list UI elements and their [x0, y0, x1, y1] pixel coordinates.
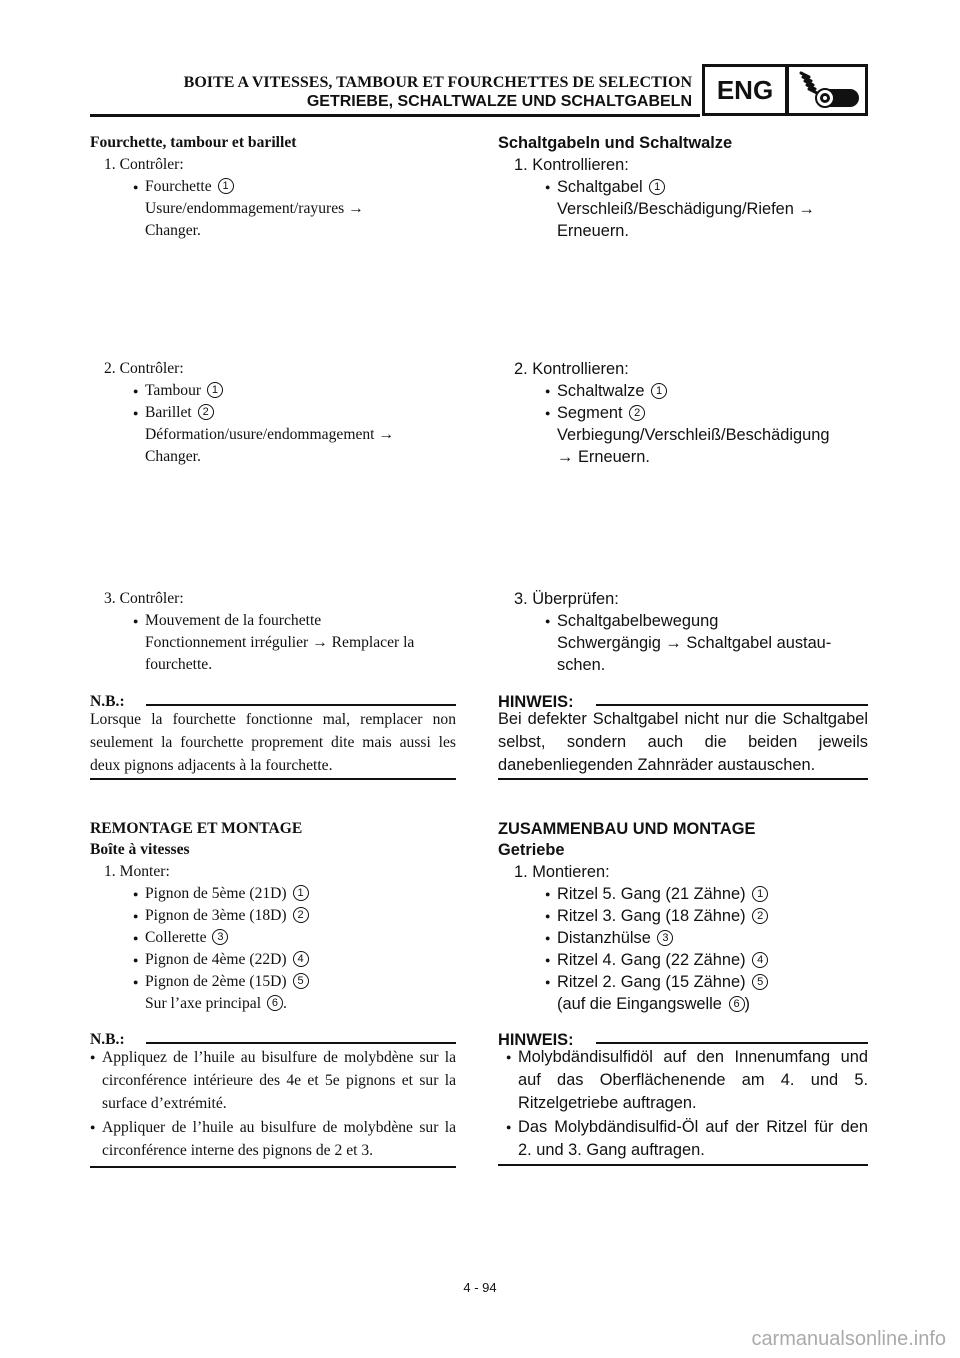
wrench-bolt-icon	[786, 64, 868, 116]
de-step3-b1-text: Schaltgabelbewegung	[557, 612, 719, 630]
de-step-2: 2. Kontrollieren:	[514, 360, 629, 378]
fr-step2-b1-text: Tambour	[145, 382, 202, 399]
fr-step1-line3: Changer.	[145, 222, 201, 239]
callout-number: 4	[293, 951, 309, 967]
de-mount-bullet1	[557, 883, 768, 905]
fr-step3-line2: Fonctionnement irrégulier → Remplacer la	[145, 634, 415, 651]
fr-mount-bullet2	[145, 905, 309, 927]
fr-note2-bullet1: ● Appliquez de l’huile au bisulfure de molybdène sur la circonférence intérieure des 4e et 5e pignons et sur la surface d’extrémité.	[102, 1046, 456, 1115]
callout-number: 6	[729, 996, 745, 1012]
fr-step2-line3: Déformation/usure/endommagement →	[145, 426, 394, 443]
de-gearbox-heading: Getriebe	[498, 841, 565, 859]
callout-number: 5	[752, 974, 768, 990]
de-step3-line2: Schwergängig → Schaltgabel austau-	[557, 634, 832, 652]
header-title-de: GETRIEBE, SCHALTWALZE UND SCHALTGABELN	[306, 93, 692, 110]
fr-step1-b1-text: Fourchette	[145, 178, 212, 195]
watermark: carmanualsonline.info	[751, 1328, 946, 1350]
de-mount-l6-end: )	[744, 995, 750, 1013]
eng-badge	[702, 64, 788, 116]
de-note1-heading: HINWEIS:	[498, 693, 574, 711]
de-step2-line4: → Erneuern.	[557, 448, 650, 466]
de-step1-line2: Verschleiß/Beschädigung/Riefen →	[557, 200, 815, 218]
de-note2-bullet2: ● Das Molybdändisulfid-Öl auf der Ritzel für den 2. und 3. Gang auftragen.	[518, 1116, 868, 1162]
fr-mount-b3-text: Collerette	[145, 929, 207, 946]
fr-note1-bottom-rule	[90, 778, 456, 780]
fr-mount-bullet5	[145, 971, 309, 993]
de-mount-bullet2	[557, 905, 768, 927]
fr-note2-bottom-rule	[90, 1166, 456, 1168]
callout-number: 1	[218, 178, 234, 194]
de-note1-top-rule	[596, 704, 868, 706]
callout-number: 1	[752, 886, 768, 902]
fr-note1-text: Lorsque la fourchette fonctionne mal, remplacer non seulement la fourchette proprement dite mais aussi les deux pignons adjacents à la fourchette.	[90, 711, 456, 774]
fr-step3-line3: fourchette.	[145, 656, 213, 673]
fr-step3-b1-text: Mouvement de la fourchette	[145, 612, 322, 629]
fr-note2-top-rule	[146, 1042, 456, 1044]
de-mount-b4-text: Ritzel 4. Gang (22 Zähne)	[557, 951, 746, 969]
de-step2-bullet2	[557, 402, 645, 424]
fr-mount-b1-text: Pignon de 5ème (21D)	[145, 885, 287, 902]
de-step-3: 3. Überprüfen:	[514, 590, 619, 608]
de-mount-b5-text: Ritzel 2. Gang (15 Zähne)	[557, 973, 746, 991]
fr-section-heading: Fourchette, tambour et barillet	[90, 134, 297, 151]
fr-reassembly-heading: REMONTAGE ET MONTAGE	[90, 820, 303, 837]
callout-number: 2	[752, 908, 768, 924]
de-note2-top-rule	[596, 1042, 868, 1044]
de-mount-bullet5	[557, 971, 768, 993]
callout-number: 2	[198, 404, 214, 420]
callout-number: 6	[267, 995, 283, 1011]
callout-number: 4	[752, 952, 768, 968]
fr-mount-bullet1	[145, 883, 309, 905]
de-mount-line6	[557, 993, 750, 1015]
de-note2-bottom-rule	[498, 1164, 868, 1166]
de-step-1: 1. Kontrollieren:	[514, 156, 629, 174]
fr-step-1: 1. Contrôler:	[104, 156, 184, 173]
de-mount-l6-text: (auf die Eingangswelle	[557, 995, 722, 1013]
de-mount-b3-text: Distanzhülse	[557, 929, 651, 947]
header-rule	[90, 114, 700, 117]
fr-mount-l6-text: Sur l’axe principal	[145, 995, 262, 1012]
callout-number: 3	[657, 930, 673, 946]
de-mount-bullet4	[557, 949, 768, 971]
callout-number: 2	[629, 405, 645, 421]
de-section-heading: Schaltgabeln und Schaltwalze	[498, 134, 733, 152]
de-step1-line3: Erneuern.	[557, 222, 629, 240]
de-step2-bullet1	[557, 380, 667, 402]
fr-step1-line2: Usure/endommagement/rayures →	[145, 200, 364, 217]
fr-step2-line4: Changer.	[145, 448, 201, 465]
fr-note1-top-rule	[146, 704, 456, 706]
de-step3-line3: schen.	[557, 656, 606, 674]
callout-number: 2	[293, 907, 309, 923]
de-note2-heading: HINWEIS:	[498, 1031, 574, 1049]
callout-number: 1	[649, 179, 665, 195]
de-step1-bullet	[557, 176, 665, 198]
de-step2-line3: Verbiegung/Verschleiß/Beschädigung	[557, 426, 830, 444]
fr-gearbox-heading: Boîte à vitesses	[90, 841, 190, 858]
de-step2-b2-text: Segment	[557, 404, 623, 422]
fr-step-2: 2. Contrôler:	[104, 360, 184, 377]
de-step2-b1-text: Schaltwalze	[557, 382, 645, 400]
fr-step2-b2-text: Barillet	[145, 404, 192, 421]
de-assembly-heading: ZUSAMMENBAU UND MONTAGE	[498, 820, 756, 838]
de-mount-b1-text: Ritzel 5. Gang (21 Zähne)	[557, 885, 746, 903]
fr-mount-bullet3	[145, 927, 228, 949]
fr-mount-b4-text: Pignon de 4ème (22D)	[145, 951, 287, 968]
fr-step-3: 3. Contrôler:	[104, 590, 184, 607]
fr-note2-bullet2: ● Appliquer de l’huile au bisulfure de molybdène sur la circonférence interne des pignons de 2 et 3.	[102, 1116, 456, 1162]
callout-number: 5	[293, 973, 309, 989]
callout-number: 1	[651, 383, 667, 399]
fr-note1-heading: N.B.:	[90, 693, 125, 710]
page-number: 4 - 94	[463, 1280, 497, 1295]
fr-mount-bullet4	[145, 949, 309, 971]
de-note2-bullet1: ● Molybdändisulfidöl auf den Innenumfang und auf das Oberflächenende am 4. und 5. Ritzelgetriebe auftragen.	[518, 1046, 868, 1115]
callout-number: 1	[293, 885, 309, 901]
eng-badge-label: ENG	[716, 74, 774, 105]
fr-step3-bullet	[145, 610, 321, 632]
de-note1-text: Bei defekter Schaltgabel nicht nur die Schaltgabel selbst, sondern auch die beiden jeweils danebenliegenden Zahnräder austauschen.	[498, 710, 868, 774]
callout-number: 3	[212, 929, 228, 945]
header-title-fr: BOITE A VITESSES, TAMBOUR ET FOURCHETTES DE SELECTION	[183, 74, 692, 91]
callout-number: 1	[207, 382, 223, 398]
fr-note2-heading: N.B.:	[90, 1031, 125, 1048]
fr-mount-step: 1. Monter:	[104, 863, 170, 880]
de-mount-step: 1. Montieren:	[514, 863, 610, 881]
fr-step2-bullet1	[145, 380, 223, 402]
fr-mount-line6: Sur l’axe principal 6 .	[145, 995, 287, 1012]
fr-step1-bullet	[145, 176, 234, 198]
de-mount-b2-text: Ritzel 3. Gang (18 Zähne)	[557, 907, 746, 925]
fr-step2-bullet2	[145, 402, 214, 424]
de-step3-bullet	[557, 610, 718, 632]
fr-mount-b5-text: Pignon de 2ème (15D)	[145, 973, 287, 990]
de-note1-bottom-rule	[498, 778, 868, 780]
de-step1-b1-text: Schaltgabel	[557, 178, 643, 196]
de-mount-bullet3	[557, 927, 673, 949]
fr-mount-b2-text: Pignon de 3ème (18D)	[145, 907, 287, 924]
